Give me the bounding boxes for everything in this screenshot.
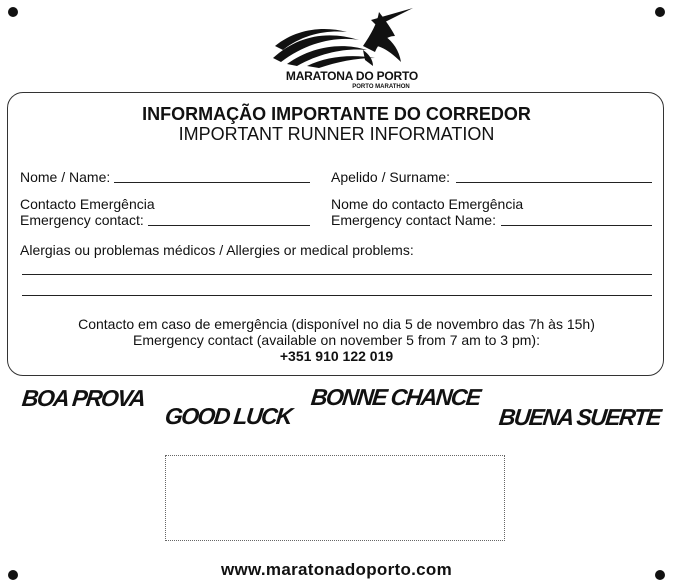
emergency-availability-en: Emergency contact (available on november 5 from 7 am to 3 pm): <box>133 332 540 348</box>
emergency-contact-label-en: Emergency contact: <box>20 212 144 228</box>
slogan-boa-prova: BOA PROVA <box>20 385 146 411</box>
photo-placeholder-box <box>165 455 505 541</box>
surname-label: Apelido / Surname: <box>331 169 451 185</box>
marathon-logo <box>262 6 422 88</box>
emergency-contact-field-line[interactable] <box>148 225 310 226</box>
slogan-buena-suerte: BUENA SUERTE <box>497 404 662 430</box>
emergency-name-field-line[interactable] <box>501 225 652 226</box>
card-title-pt: INFORMAÇÃO IMPORTANTE DO CORREDOR <box>142 104 531 124</box>
punch-hole-top-left <box>8 7 18 17</box>
name-label: Nome / Name: <box>20 169 111 185</box>
allergies-field-line-2[interactable] <box>22 295 652 296</box>
punch-hole-top-right <box>655 7 665 17</box>
swordfish-wave-icon <box>267 6 417 68</box>
emergency-phone: +351 910 122 019 <box>279 348 394 364</box>
card-title-en: IMPORTANT RUNNER INFORMATION <box>178 124 495 144</box>
allergies-label: Alergias ou problemas médicos / Allergies or medical problems: <box>20 242 414 258</box>
website-url: www.maratonadoporto.com <box>220 560 453 579</box>
emergency-name-label-en: Emergency contact Name: <box>331 212 496 228</box>
slogan-bonne-chance: BONNE CHANCE <box>309 384 482 410</box>
allergies-field-line-1[interactable] <box>22 274 652 275</box>
logo-title: MARATONA DO PORTO <box>285 69 419 83</box>
logo-subtitle: PORTO MARATHON <box>352 84 410 90</box>
emergency-contact-label-pt: Contacto Emergência <box>20 196 155 212</box>
emergency-name-label-pt: Nome do contacto Emergência <box>331 196 524 212</box>
emergency-availability-pt: Contacto em caso de emergência (disponível no dia 5 de novembro das 7h às 15h) <box>78 316 595 332</box>
slogan-good-luck: GOOD LUCK <box>163 403 293 429</box>
name-field-line[interactable] <box>114 182 310 183</box>
surname-field-line[interactable] <box>456 182 652 183</box>
